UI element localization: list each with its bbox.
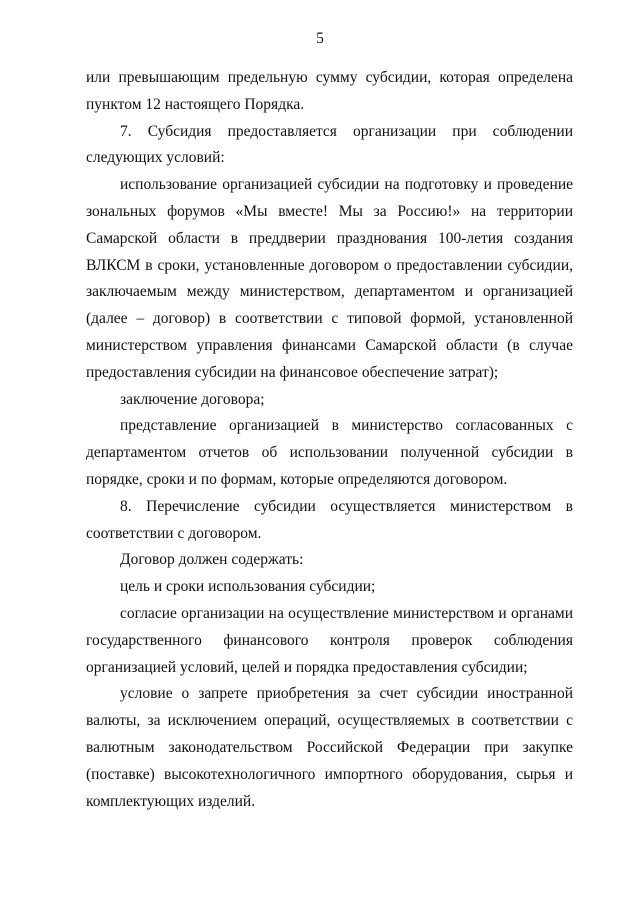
- paragraph-contract-purpose: цель и сроки использования субсидии;: [120, 578, 376, 596]
- paragraph-continuation: или превышающим предельную сумму субсидии, которая определена пунктом 12 настоящего Порядка.: [86, 69, 573, 113]
- paragraph-condition-reports: представление организацией в министерство согласованных с департаментом отчетов об использовании полученной субсидии в порядке, сроки и по формам, которые определяются договором.: [86, 417, 573, 488]
- paragraph-clause-8: 8. Перечисление субсидии осуществляется министерством в соответствии с договором.: [86, 497, 573, 542]
- paragraph-contract-contents: Договор должен содержать:: [120, 551, 304, 569]
- paragraph-contract-currency: условие о запрете приобретения за счет субсидии иностранной валюты, за исключением операций, осуществляемых в соответствии с валютным законодательством Российской Федерации при закупке (поставке) высокотехнологичного импортного оборудования, сырья и комплектующих изделий.: [86, 685, 573, 810]
- paragraph-contract-consent: согласие организации на осуществление министерством и органами государственного финансового контроля проверок соблюдения организацией условий, целей и порядка предоставления субсидии;: [86, 604, 573, 676]
- document-body: [86, 65, 573, 815]
- paragraph-condition-contract: заключение договора;: [120, 390, 265, 408]
- paragraph-clause-7: 7. Субсидия предоставляется организации при соблюдении следующих условий:: [86, 122, 573, 167]
- page-number: 5: [316, 30, 324, 47]
- paragraph-condition-usage: использование организацией субсидии на подготовку и проведение зональных форумов «Мы вместе! Мы за Россию!» на территории Самарской области в преддверии празднования 100-летия создания ВЛКСМ в сроки, установленные договором о предоставлении субсидии, заключаемым между министерством, департаментом и организацией (далее – договор) в соответствии с типовой формой, установленной министерством управления финансами Самарской области (в случае предоставления субсидии на финансовое обеспечение затрат);: [86, 176, 573, 381]
